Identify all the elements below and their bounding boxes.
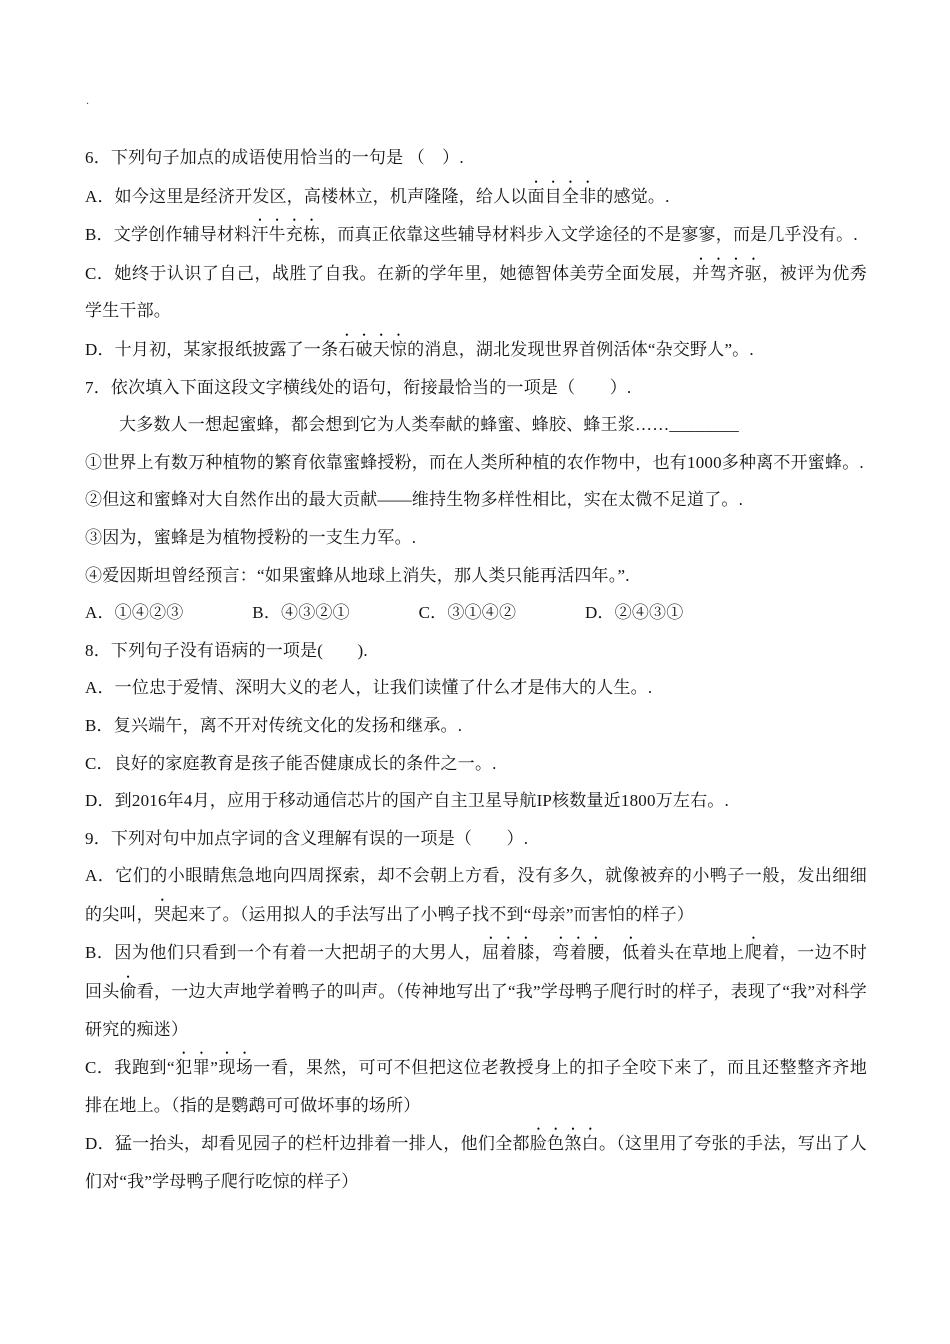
q8-option-d [85,782,867,820]
q6-option-c [85,254,867,330]
emphasized-word: 面目全非 [527,186,597,206]
q8-option-b [85,707,867,745]
text-run: 。（这里用了夸张的手法，写出了人们对“我”学母鸭子爬行吃惊的样子） [85,1134,867,1192]
q7-item-2 [85,481,867,519]
text-run: ④爱因斯坦曾经预言：“如果蜜蜂从地球上消失，那人类只能再活四年。”. [85,565,630,585]
text-run: 9．下列对句中加点字词的含义理解有误的一项是（ ）. [85,828,529,848]
text-run: A．①④②③ B．④③②① C．③①④② D．②④③① [85,603,684,623]
emphasized-word: 现场 [217,1058,254,1078]
q7-item-1 [85,444,867,482]
emphasized-word: 汗牛充栋 [251,225,321,245]
text-run: 的感觉。. [596,186,670,206]
text-run: ，而真正依靠这些辅导材料步入文学途径的不是寥寥，而是几乎没有。. [320,225,858,245]
text-run: 7．依次填入下面这段文字横线处的语句，衔接最恰当的一项是（ ）. [85,377,632,397]
text-run: B．文学创作辅导材料 [85,225,252,245]
text-run: 的消息，湖北发现世界首例活体“杂交野人”。. [407,339,754,359]
text-run: C．良好的家庭教育是孩子能否健康成长的条件之一。. [85,753,497,773]
text-run: B．因为他们只看到一个有着一大把胡子的大男人， [85,943,483,963]
text-run: ” [210,1058,218,1078]
q6-stem [85,139,867,177]
q9-option-d [85,1124,867,1200]
q6-option-a [85,177,867,216]
text-run: 起来了。（运用拟人的手法写出了小鸭子找不到“母亲”而害怕的样子） [171,904,695,924]
emphasized-word: 爬 [744,943,763,963]
text-run: C．她终于认识了自己，战胜了自我。在新的学年里，她德智体美劳全面发展， [85,263,693,283]
text-run: ①世界上有数万种植物的繁育依靠蜜蜂授粉，而在人类所种植的农作物中，也有1000多种离不开蜜蜂。. [85,452,864,472]
document-content [85,139,867,1201]
emphasized-word: 弯着腰 [552,943,605,963]
text-run: D．到2016年4月，应用于移动通信芯片的国产自主卫星导航IP核数量近1800万左右。. [85,791,729,811]
q7-passage [85,406,867,444]
text-run: ， [604,943,623,963]
text-run: D．猛一抬头，却看见园子的栏杆边排着一排人，他们全都 [85,1134,530,1154]
q7-answer-choices [85,594,867,632]
q8-option-c [85,745,867,783]
emphasized-word: 石破天惊 [338,339,408,359]
q7-item-3 [85,519,867,557]
text-run: 大多数人一想起蜜蜂，都会想到它为人类奉献的蜂蜜、蜂胶、蜂王浆……________ [119,415,739,435]
emphasized-word: 脸色煞白 [529,1134,599,1154]
text-run: C．我跑到“ [85,1058,175,1078]
text-run: D．十月初，某家报纸披露了一条 [85,339,339,359]
q9-option-b [85,933,867,1048]
q6-option-d [85,330,867,369]
q6-option-b [85,215,867,254]
emphasized-word: 并驾齐驱 [692,263,763,283]
emphasized-word: 犯罪 [174,1058,211,1078]
text-run: 着，一边不时回头 [85,943,867,1002]
text-run: 着头在草地上 [639,943,745,963]
text-run: B．复兴端午，离不开对传统文化的发扬和继承。. [85,715,463,735]
text-run: ，被评为优秀学生干部。 [85,263,867,321]
text-run: 8．下列句子没有语病的一项是( ). [85,640,368,660]
q9-stem [85,820,867,858]
text-run: A．它们的小眼睛焦急地向四周探索，却不会朝上方看，没有多久，就像被弃的小鸭子一般，发出细细的尖叫， [85,866,867,924]
q8-option-a [85,669,867,707]
stray-mark: ． [86,96,96,107]
emphasized-word: 低 [622,943,640,963]
text-run: ②但这和蜜蜂对大自然作出的最大贡献——维持生物多样性相比，实在太微不足道了。. [85,490,744,510]
emphasized-word: 偷 [119,982,137,1002]
text-run: ③因为，蜜蜂是为植物授粉的一支生力军。. [85,527,417,547]
text-run: A．一位忠于爱情、深明大义的老人，让我们读懂了什么才是伟大的人生。. [85,678,653,698]
text-run: 看，一边大声地学着鸭子的叫声。（传神地写出了“我”学母鸭子爬行时的样子，表现了“我”对科学研究的痴迷） [85,982,867,1039]
q9-option-c [85,1048,867,1124]
q7-stem [85,369,867,407]
text-run: 6．下列句子加点的成语使用恰当的一句是 （ ）. [85,148,464,167]
q8-stem [85,632,867,670]
text-run: ， [534,943,553,963]
q9-option-a [85,857,867,933]
text-run: 一看，果然，可可不但把这位老教授身上的扣子全咬下来了，而且还整整齐齐地排在地上。（指的是鹦鹉可可做坏事的场所） [85,1058,868,1115]
emphasized-word: 哭 [153,904,172,924]
emphasized-word: 屈着膝 [482,943,535,963]
q7-item-4 [85,557,867,595]
text-run: A．如今这里是经济开发区，高楼林立，机声隆隆，给人以 [85,186,528,206]
